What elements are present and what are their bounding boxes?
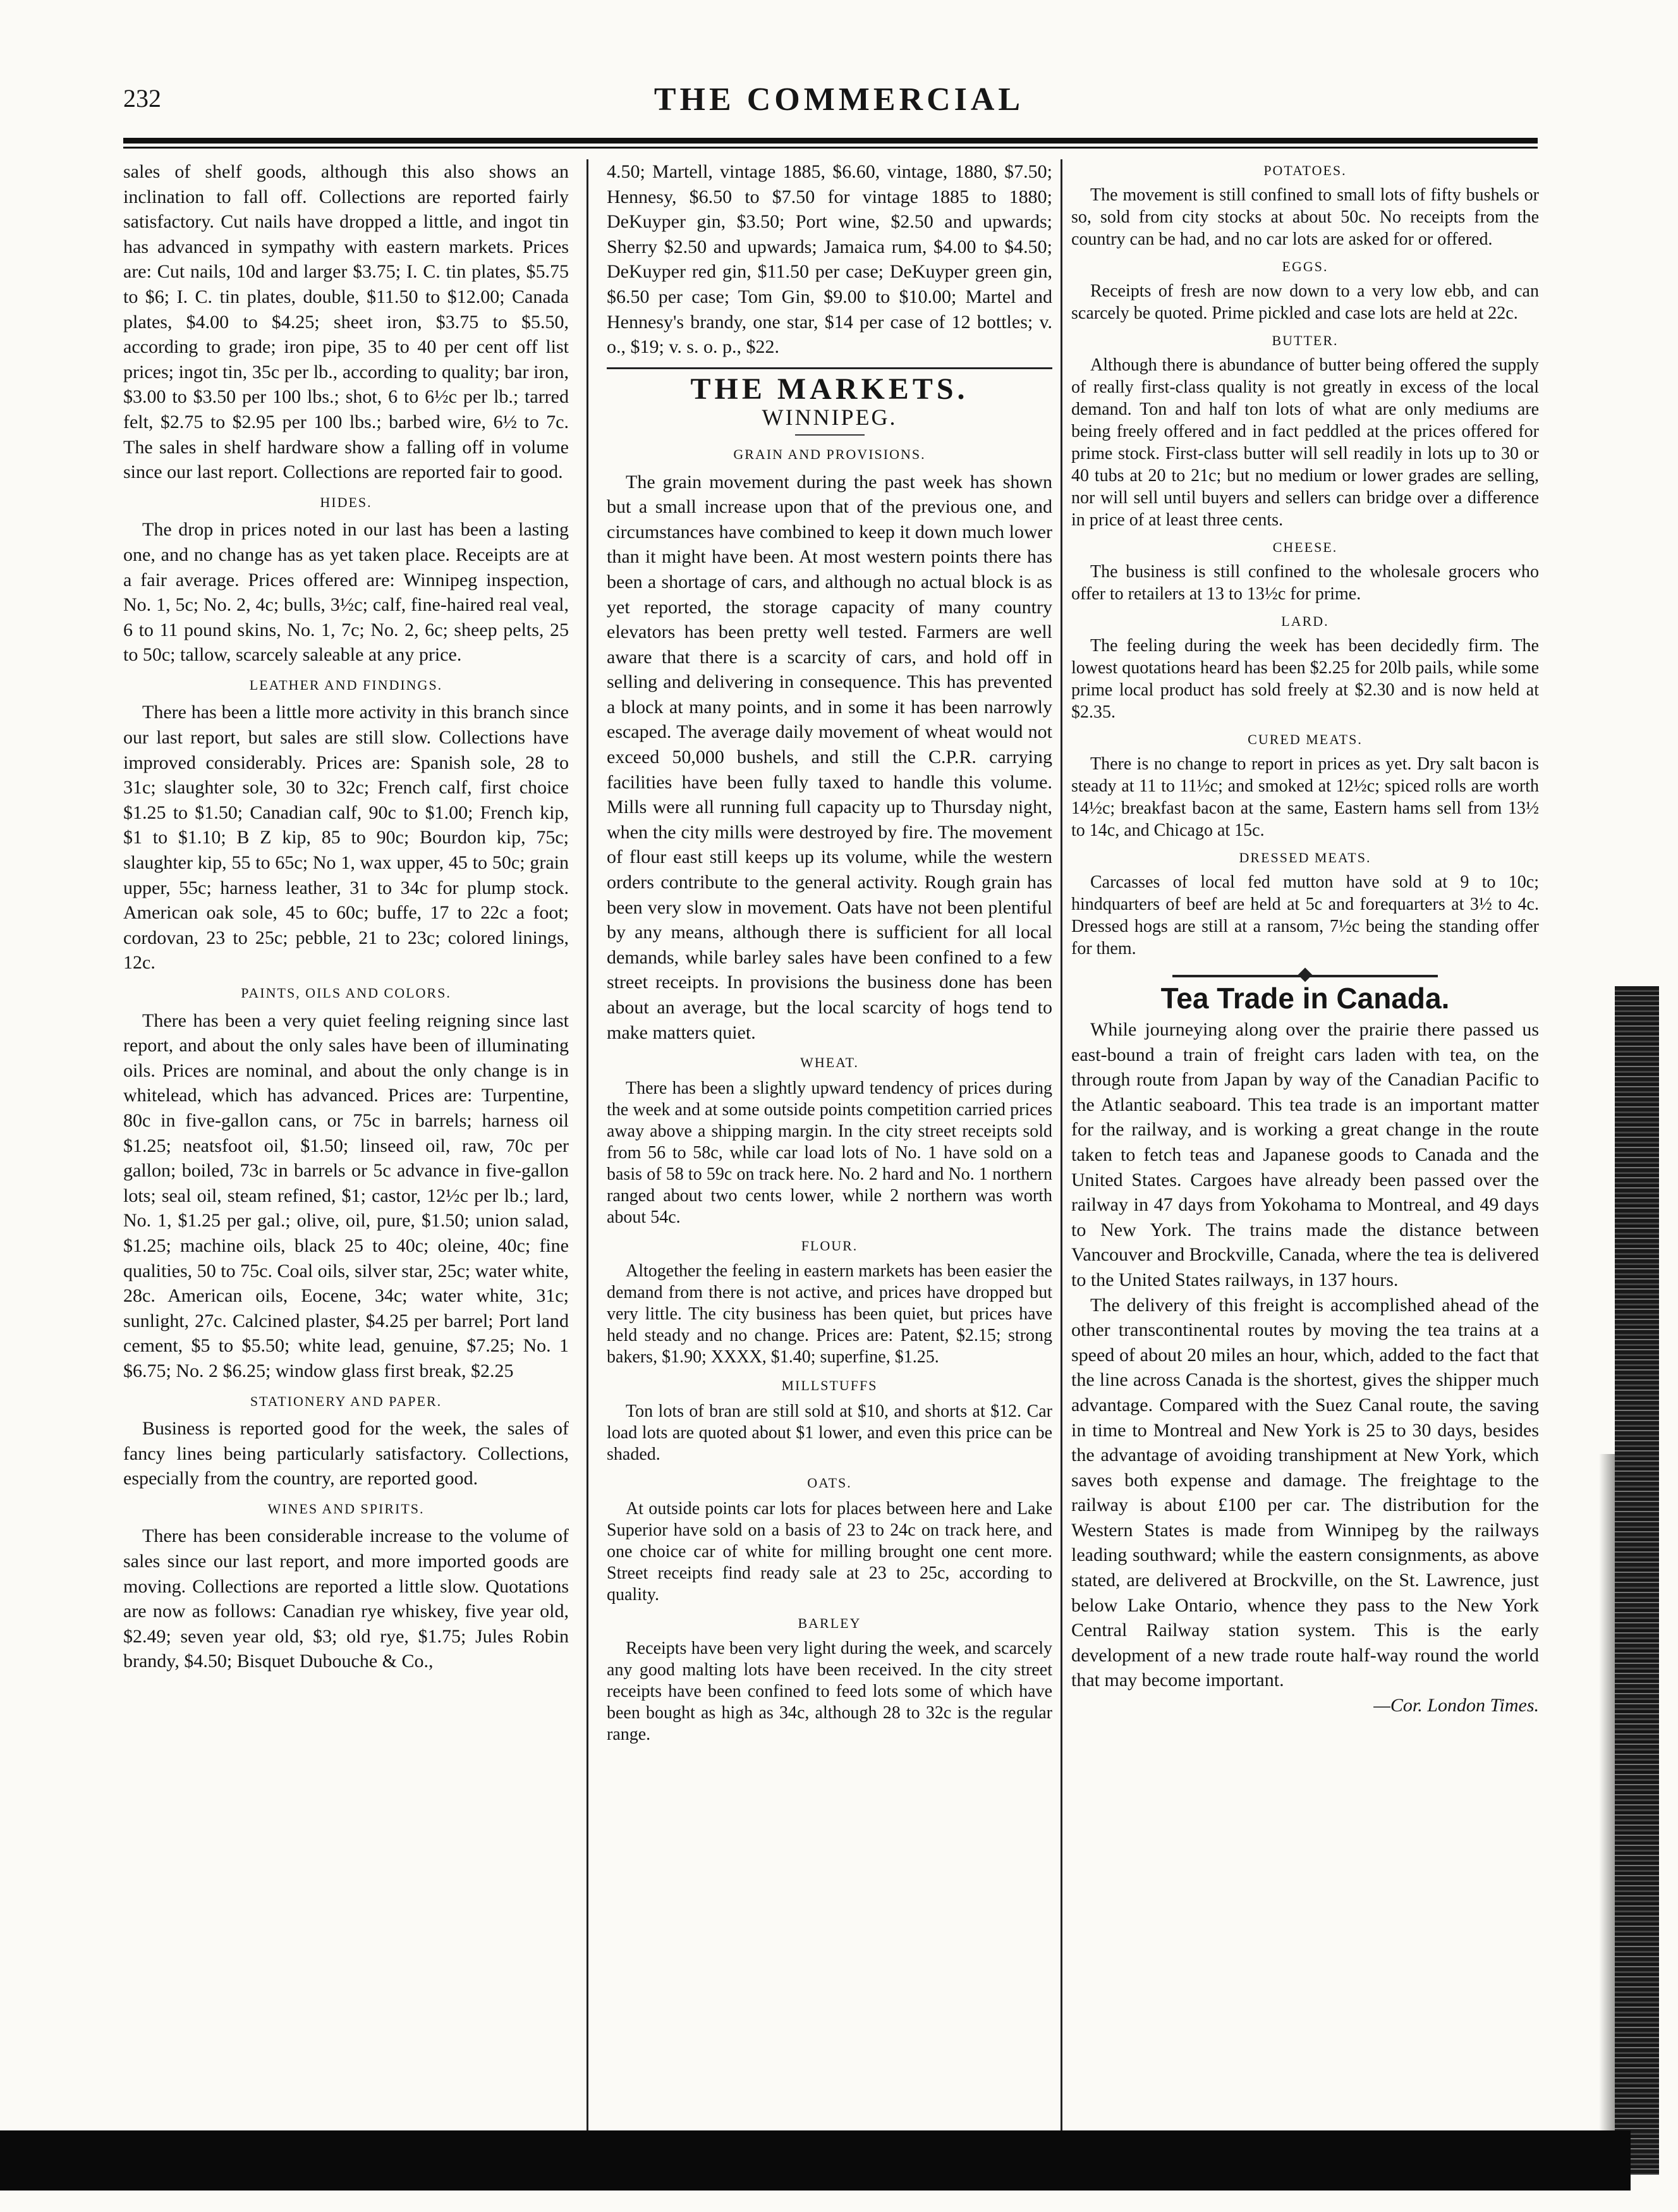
article-body xyxy=(1071,1017,1539,1718)
hides-report: The drop in prices noted in our last has been a lasting one, and no change has as yet taken place. Receipts are at a fair average. Prices offered are: Winnipeg inspection, No. 1, 5c; No. 2, 4c; bulls, 3½c; calf, fine-haired real veal, 6 to 11 pound skins, No. 1, 7c; No. 2, 6c; sheep pelts, 25 to 50c; tallow, scarcely saleable at any price. xyxy=(123,519,569,666)
column-divider-1 xyxy=(587,159,588,2141)
section-heading-lard: LARD. xyxy=(1281,613,1329,629)
section-heading-grain: GRAIN AND PROVISIONS. xyxy=(733,446,926,462)
section-heading-wines: WINES AND SPIRITS. xyxy=(267,1500,425,1517)
ornamental-divider xyxy=(1172,975,1438,977)
section-heading-eggs: EGGS. xyxy=(1282,259,1328,274)
lard-report: The feeling during the week has been decidedly firm. The lowest quotations heard has been $2.25 for 20lb pails, while some prime local product has sold freely at $2.30 and is now held at $2.35. xyxy=(1071,636,1539,722)
oats-report: At outside points car lots for places between here and Lake Superior have sold on a basis of 23 to 24c on track here, and one choice car of white for milling brought one cent more. Street receipts find ready sale at 23 to 25c, according to quality. xyxy=(607,1498,1052,1604)
article-credit: —Cor. London Times. xyxy=(1373,1695,1539,1716)
leather-report: There has been a little more activity in this branch since our last report, but sales are still slow. Collections have improved considerably. Prices are: Spanish sole, 28 to 31c; slaughter sole, 30 to 32c; French calf, first choice $1.25 to $1.50; Canadian calf, 90c to $1.00; French kip, $1 to $1.10; B Z kip, 85 to 90c; Bourdon kip, 75c; slaughter kip, 55 to 65c; No 1, wax upper, 45 to 50c; grain upper, 55c; harness leather, 31 to 34c for plump stock. American oak sole, 45 to 60c; buffe, 17 to 22c a foot; cordovan, 23 to 25c; pebble, 21 to 23c; colored linings, 12c. xyxy=(123,702,569,974)
barley-report: Receipts have been very light during the week, and scarcely any good malting lots have been received. In the city street receipts have been confined to feed lots some of which have been bought as high as 34c, although 28 to 32c is the regular range. xyxy=(607,1639,1052,1745)
column-3 xyxy=(1071,159,1539,1718)
masthead-title: THE COMMERCIAL xyxy=(654,82,1024,118)
article-paragraph: While journeying along over the prairie there passed us east-bound a train of freight cars laden with tea, on the through route from Japan by way of the Canadian Pacific to the Atlantic seaboard. This tea trade is an important matter for the railway, and is working a great change in the route taken to fetch teas and Japanese goods to Canada and the United States. Cargoes have already been passed over the railway in 47 days from Yokohama to Montreal, and 49 days to New York. The trains made the distance between Vancouver and Brockville, Canada, where the tea is delivered to the United States railways, in 137 hours. xyxy=(1071,1019,1539,1290)
section-heading-paints: PAINTS, OILS AND COLORS. xyxy=(241,985,451,1001)
article-title: Tea Trade in Canada. xyxy=(1160,982,1450,1015)
wheat-report: There has been a slightly upward tendency of prices during the week and at some outside points competition carried prices away above a shipping margin. In the city street receipts sold from 56 to 58c, while car load lots of No. 1 have sold on a basis of 58 to 59c on track here. No. 2 hard and No. 1 northern ranged about two cents lower, while 2 northern was worth about 54c. xyxy=(607,1078,1052,1227)
city-title: WINNIPEG. xyxy=(762,405,897,431)
grain-report: The grain movement during the past week has shown but a small increase upon that of the previous one, and circumstances have combined to keep it down much lower than it might have been. At most western points there has been a shortage of cars, and although no actual block is as yet reported, the storage capacity of many country elevators has been pretty well tested. Farmers are well aware that there is a scarcity of cars, and hold off in selling and delivering in consequence. This has prevented a block at many points, and in some it has been narrowly escaped. The average daily movement of wheat would not exceed 50,000 bushels, and still the C.P.R. carrying facilities have been fully taxed to handle this volume. Mills were all running full capacity up to Thursday night, when the city mills were destroyed by fire. The movement of flour east still keeps up its volume, while the western orders contribute to the general activity. Rough grain has been very slow in movement. Oats have not been plentiful by any means, although there is sufficient for all local demands, while barley sales have been confined to a few street receipts. In provisions the business done has been about an average, but the local scarcity of hogs tend to make matters quiet. xyxy=(607,471,1052,1043)
section-heading-wheat: WHEAT. xyxy=(800,1054,859,1071)
section-heading-butter: BUTTER. xyxy=(1272,333,1339,348)
butter-report: Although there is abundance of butter being offered the supply of really first-class quality is not greatly in excess of the local demand. Ton and half ton lots of what are only mediums are being freely offered and in fact peddled at the prices offered for prime stock. First-class butter will sell readily in lots up to 30 or 40 tubs at 20 to 21c; but no medium or lower grades are selling, nor will sell until buyers and sellers can bridge over a difference in price of at least three cents. xyxy=(1071,355,1539,530)
millstuffs-report: Ton lots of bran are still sold at $10, and shorts at $12. Car load lots are quoted about $1 lower, and even this price can be shaded. xyxy=(607,1401,1052,1464)
column-2 xyxy=(607,159,1052,1745)
section-heading-stationery: STATIONERY AND PAPER. xyxy=(250,1393,442,1409)
column-divider-2 xyxy=(1061,159,1062,2141)
wines-continuation: 4.50; Martell, vintage 1885, $6.60, vintage, 1880, $7.50; Hennesy, $6.50 to $7.50 for vintage 1885 to 1880; DeKuyper gin, $3.50; Port wine, $2.50 and upwards; Sherry $2.50 and upwards; Jamaica rum, $4.00 to $4.50; DeKuyper red gin, $11.50 per case; DeKuyper green gin, $6.50 per case; Tom Gin, $9.00 to $10.00; Martel and Hennesy's brandy, one star, $14 per case of 12 bottles; v. o., $19; v. s. o. p., $22. xyxy=(607,161,1052,358)
wines-report: There has been considerable increase to the volume of sales since our last report, and more imported goods are moving. Collections are reported a little slow. Quotations are now as follows: Canadian rye whiskey, five year old, $2.49; seven year old, $3; old rye, $1.75; Jules Robin brandy, $4.50; Bisquet Dubouche & Co., xyxy=(123,1525,569,1672)
section-heading-potatoes: POTATOES. xyxy=(1263,162,1347,178)
section-heading-cured-meats: CURED MEATS. xyxy=(1248,731,1363,747)
header-rule-heavy xyxy=(123,138,1538,144)
paints-report: There has been a very quiet feeling reigning since last report, and about the only sales have been of illuminating oils. Prices are nominal, and about the only change is in whitelead, which has advanced. Prices are: Turpentine, 80c in five-gallon cans, or 75c in barrels; harness oil $1.25; neatsfoot oil, $1.50; linseed oil, raw, 70c per gallon; boiled, 73c in barrels or 5c advance in five-gallon lots; seal oil, steam refined, $1; castor, 12½c per lb.; lard, No. 1, $1.25 per gal.; olive, oil, pure, $1.50; union salad, $1.25; machine oils, black 25 to 40c; oleine, 40c; fine qualities, 50 to 75c. Coal oils, silver star, 25c; water white, 28c. American oils, Eocene, 34c; water white, 31c; sunlight, 27c. Calcined plaster, $4.25 per barrel; Port land cement, $5 to $5.50; white lead, genuine, $7.25; No. 1 $6.75; No. 2 $6.25; window glass first break, $2.25 xyxy=(123,1010,569,1381)
cured-meats-report: There is no change to report in prices as yet. Dry salt bacon is steady at 11 to 11½c; and smoked at 12½c; spiced rolls are worth 14½c; breakfast bacon at the same, Eastern hams sell from 13½ to 14c, and Chicago at 15c. xyxy=(1071,754,1539,840)
markets-title: THE MARKETS. xyxy=(607,367,1052,402)
section-heading-leather: LEATHER AND FINDINGS. xyxy=(249,676,443,693)
column-1 xyxy=(123,159,569,1674)
section-heading-cheese: CHEESE. xyxy=(1272,539,1338,555)
section-heading-dressed-meats: DRESSED MEATS. xyxy=(1239,850,1371,865)
hardware-report: sales of shelf goods, although this also shows an inclination to fall off. Collections are reported fairly satisfactory. Cut nails have dropped a little, and ingot tin has advanced in sympathy with eastern markets. Prices are: Cut nails, 10d and larger $3.75; I. C. tin plates, $5.75 to $6; I. C. tin plates, double, $11.50 to $12.00; Canada plates, $4.00 to $4.25; sheet iron, $3.75 to $5.50, according to grade; iron pipe, 35 to 40 per cent off list prices; ingot tin, 35c per lb., according to quality; bar iron, $3.00 to $3.50 per 100 lbs.; shot, 6 to 6½c per lb.; tarred felt, $2.75 to $2.95 per 100 lbs.; barbed wire, 6½ to 7c. The sales in shelf hardware show a falling off in volume since our last report. Collections are reported fair to good. xyxy=(123,161,569,483)
dressed-meats-report: Carcasses of local fed mutton have sold at 9 to 10c; hindquarters of beef are held at 5c and forequarters at 3½ to 4c. Dressed hogs are still at a ransom, 7½c being the standing offer for them. xyxy=(1071,872,1539,958)
cheese-report: The business is still confined to the wholesale grocers who offer to retailers at 13 to 13½c for prime. xyxy=(1071,562,1539,604)
flour-report: Altogether the feeling in eastern markets has been easier the demand from there is not active, and prices have dropped but very little. The city business has been quiet, but prices have held steady and no change. Prices are: Patent, $2.15; strong bakers, $1.90; XXXX, $1.40; superfine, $1.25. xyxy=(607,1261,1052,1367)
potatoes-report: The movement is still confined to small lots of fifty bushels or so, sold from city stocks at about 50c. No receipts from the country can be had, and no car lots are asked for or offered. xyxy=(1071,185,1539,249)
header-rule-thin xyxy=(123,147,1538,149)
section-heading-oats: OATS. xyxy=(807,1474,852,1491)
scan-bottom-bar xyxy=(0,2130,1631,2191)
section-divider xyxy=(795,434,865,436)
section-heading-millstuffs: MILLSTUFFS xyxy=(781,1378,878,1394)
eggs-report: Receipts of fresh are now down to a very low ebb, and can scarcely be quoted. Prime pickled and case lots are held at 22c. xyxy=(1071,281,1539,323)
section-heading-hides: HIDES. xyxy=(320,494,372,510)
stationery-report: Business is reported good for the week, the sales of fancy lines being particularly satisfactory. Collections, especially from the country, are reported good. xyxy=(123,1418,569,1489)
page-number: 232 xyxy=(123,84,161,113)
scan-edge-stripe xyxy=(1615,986,1659,2175)
section-heading-flour: FLOUR. xyxy=(801,1237,858,1254)
article-paragraph: The delivery of this freight is accomplished ahead of the other transcontinental routes by moving the tea trains at a speed of about 20 miles an hour, which, added to the fact that the line across Canada is the shortest, gives the shipper much advantage. Compared with the Suez Canal route, the saving in time to Montreal and New York is 25 to 30 days, besides the advantage of avoiding transhipment at New York, which saves both expense and damage. The freightage to the railway is about £100 per car. The distribution for the Western States is made from Winnipeg by the railways leading southward; while the eastern consignments, as above stated, are delivered at Brockville, on the St. Lawrence, just below Lake Ontario, whence they pass to the New York Central Railway station system. This is the early development of a new trade route half-way round the world that may become important. xyxy=(1071,1294,1539,1691)
section-heading-barley: BARLEY xyxy=(798,1615,861,1631)
